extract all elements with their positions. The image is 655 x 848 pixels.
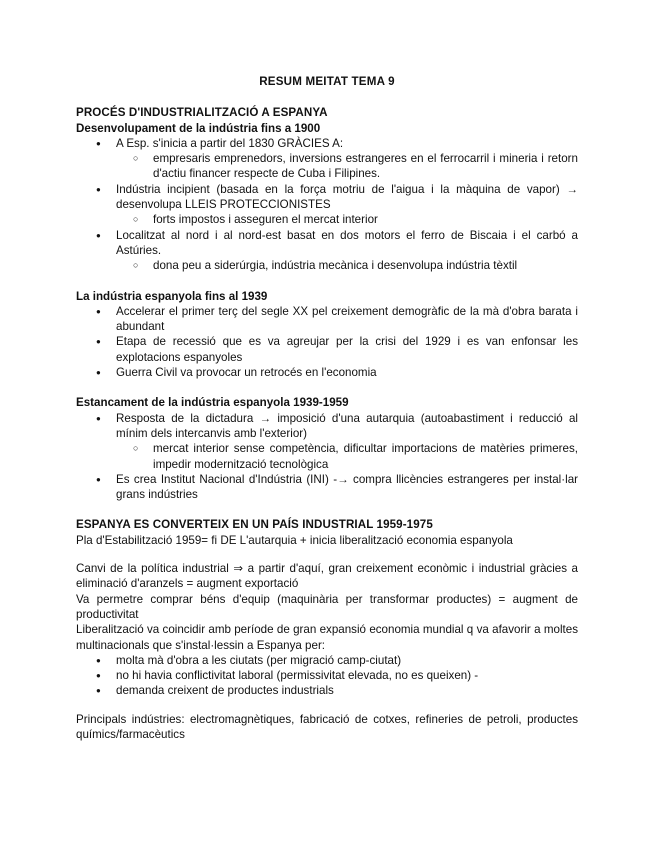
- sub-list-item: ○ forts impostos i asseguren el mercat interior: [76, 212, 578, 227]
- sub-list-item: ○ dona peu a siderúrgia, indústria mecànica i desenvolupa indústria tèxtil: [76, 258, 578, 273]
- paragraph-equipment: Va permetre comprar béns d'equip (maquinària per transformar productes) = augment de productivitat: [76, 592, 578, 621]
- sub-list-item: ○ empresaris emprenedors, inversions estrangeres en el ferrocarril i mineria i retorn d'actiu financer respecte de Cuba i Filipines.: [76, 151, 578, 182]
- section-heading-industrial-country: ESPANYA ES CONVERTEIX EN UN PAÍS INDUSTRIAL 1959-1975: [76, 518, 433, 532]
- subheading-until-1900: Desenvolupament de la indústria fins a 1900: [76, 121, 321, 135]
- list-until-1939: [76, 304, 578, 380]
- paragraph-industrial-policy: Canvi de la política industrial ⇒ a partir d'aquí, gran creixement econòmic i industrial gràcies a eliminació d'aranzels = augment exportació: [76, 562, 578, 591]
- sub-list-item: ○ mercat interior sense competència, dificultar importacions de matèries primeres, impedir modernització tecnològica: [76, 441, 578, 472]
- list-item: ● demanda creixent de productes industrials: [76, 683, 578, 698]
- list-item: ● no hi havia conflictivitat laboral (permissivitat elevada, no es queixen) -: [76, 668, 578, 683]
- list-item: ● Localitzat al nord i al nord-est basat en dos motors el ferro de Biscaia i el carbó a Astúries.: [76, 228, 578, 259]
- subheading-1939-1959: Estancament de la indústria espanyola 1939-1959: [76, 396, 349, 410]
- list-item: ● Etapa de recessió que es va agreujar per la crisi del 1929 i es van enfonsar les explotacions espanyoles: [76, 334, 578, 365]
- list-item: ● Resposta de la dictadura → imposició d'una autarquia (autoabastiment i reducció al mínim dels intercanvis amb l'exterior): [76, 411, 578, 442]
- paragraph-main-industries: Principals indústries: electromagnètiques, fabricació de cotxes, refineries de petroli, productes químics/farmacèutics: [76, 712, 578, 741]
- list-item: ● Indústria incipient (basada en la força motriu de l'aigua i la màquina de vapor) → desenvolupa LLEIS PROTECCIONISTES: [76, 182, 578, 213]
- list-1939-1959: [76, 411, 578, 503]
- list-until-1900: [76, 136, 578, 274]
- list-item: ● Guerra Civil va provocar un retrocés en l'economia: [76, 365, 578, 380]
- section-heading-industrialization: PROCÉS D'INDUSTRIALITZACIÓ A ESPANYA: [76, 106, 328, 120]
- list-item: ● Accelerar el primer terç del segle XX pel creixement demogràfic de la mà d'obra barata i abundant: [76, 304, 578, 335]
- list-multinationals: [76, 653, 578, 699]
- subheading-until-1939: La indústria espanyola fins al 1939: [76, 289, 268, 303]
- paragraph-stabilization-plan: Pla d'Estabilització 1959= fi DE L'autarquia + inicia liberalització economia espanyola: [76, 533, 513, 547]
- document-page: [76, 74, 578, 742]
- paragraph-liberalization: Liberalització va coincidir amb període de gran expansió economia mundial q va afavorir a moltes multinacionals que s'instal·lessin a Espanya per:: [76, 623, 578, 652]
- list-item: ● A Esp. s'inicia a partir del 1830 GRÀCIES A:: [76, 136, 578, 151]
- list-item: ● Es crea Institut Nacional d'Indústria (INI) -→ compra llicències estrangeres per instal·lar grans indústries: [76, 472, 578, 503]
- document-title: RESUM MEITAT TEMA 9: [259, 75, 395, 88]
- list-item: ● molta mà d'obra a les ciutats (per migració camp-ciutat): [76, 653, 578, 668]
